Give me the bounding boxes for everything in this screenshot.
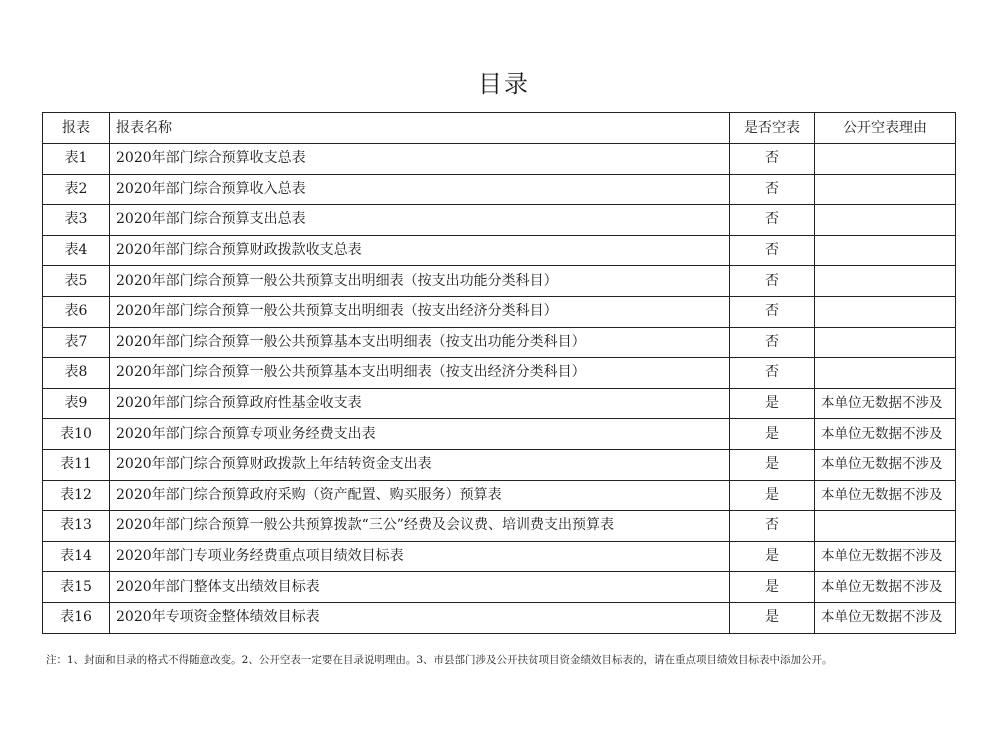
row-name: 2020年部门综合预算一般公共预算支出明细表（按支出经济分类科目） (110, 296, 730, 327)
row-name: 2020年部门综合预算政府采购（资产配置、购买服务）预算表 (110, 480, 730, 511)
row-name: 2020年部门综合预算一般公共预算基本支出明细表（按支出功能分类科目） (110, 327, 730, 358)
row-name: 2020年部门综合预算支出总表 (110, 205, 730, 236)
header-empty-reason: 公开空表理由 (815, 113, 956, 144)
row-no: 表8 (43, 358, 110, 389)
row-no: 表14 (43, 541, 110, 572)
row-no: 表6 (43, 296, 110, 327)
table-header-row (43, 113, 956, 144)
table-row (43, 296, 956, 327)
row-name: 2020年部门专项业务经费重点项目绩效目标表 (110, 541, 730, 572)
row-reason (815, 144, 956, 175)
row-no: 表16 (43, 602, 110, 633)
page-title: 目录 (478, 70, 530, 98)
header-is-empty: 是否空表 (730, 113, 815, 144)
row-empty: 是 (730, 602, 815, 633)
row-reason (815, 296, 956, 327)
row-empty: 是 (730, 480, 815, 511)
row-no: 表4 (43, 235, 110, 266)
row-reason: 本单位无数据不涉及 (815, 602, 956, 633)
row-reason: 本单位无数据不涉及 (815, 572, 956, 603)
table-row (43, 174, 956, 205)
table-row (43, 235, 956, 266)
row-no: 表7 (43, 327, 110, 358)
table-row (43, 572, 956, 603)
row-reason (815, 511, 956, 542)
table-row (43, 266, 956, 297)
row-reason (815, 266, 956, 297)
row-name: 2020年部门综合预算收入总表 (110, 174, 730, 205)
row-name: 2020年部门综合预算专项业务经费支出表 (110, 419, 730, 450)
row-name: 2020年部门综合预算一般公共预算拨款“三公”经费及会议费、培训费支出预算表 (110, 511, 730, 542)
row-no: 表5 (43, 266, 110, 297)
row-name: 2020年部门综合预算政府性基金收支表 (110, 388, 730, 419)
row-no: 表11 (43, 449, 110, 480)
row-reason: 本单位无数据不涉及 (815, 419, 956, 450)
row-reason (815, 327, 956, 358)
row-name: 2020年部门综合预算财政拨款上年结转资金支出表 (110, 449, 730, 480)
row-reason (815, 174, 956, 205)
table-row (43, 449, 956, 480)
row-empty: 否 (730, 266, 815, 297)
row-empty: 否 (730, 235, 815, 266)
row-empty: 是 (730, 541, 815, 572)
row-reason: 本单位无数据不涉及 (815, 480, 956, 511)
row-empty: 否 (730, 327, 815, 358)
header-report-no: 报表 (43, 113, 110, 144)
row-reason: 本单位无数据不涉及 (815, 449, 956, 480)
table-row (43, 511, 956, 542)
row-no: 表13 (43, 511, 110, 542)
table-row (43, 419, 956, 450)
row-no: 表9 (43, 388, 110, 419)
row-name: 2020年部门综合预算一般公共预算支出明细表（按支出功能分类科目） (110, 266, 730, 297)
table-row (43, 205, 956, 236)
row-reason: 本单位无数据不涉及 (815, 388, 956, 419)
row-empty: 否 (730, 144, 815, 175)
row-name: 2020年部门综合预算财政拨款收支总表 (110, 235, 730, 266)
row-empty: 是 (730, 572, 815, 603)
row-empty: 是 (730, 419, 815, 450)
table-body (43, 144, 956, 634)
row-no: 表1 (43, 144, 110, 175)
row-name: 2020年专项资金整体绩效目标表 (110, 602, 730, 633)
row-no: 表2 (43, 174, 110, 205)
table-row (43, 388, 956, 419)
row-no: 表3 (43, 205, 110, 236)
row-no: 表15 (43, 572, 110, 603)
table-row (43, 358, 956, 389)
row-empty: 否 (730, 205, 815, 236)
row-reason (815, 235, 956, 266)
row-empty: 否 (730, 511, 815, 542)
row-no: 表10 (43, 419, 110, 450)
row-empty: 否 (730, 358, 815, 389)
table-of-contents (42, 112, 956, 634)
table-row (43, 541, 956, 572)
row-empty: 否 (730, 174, 815, 205)
row-reason (815, 358, 956, 389)
row-name: 2020年部门整体支出绩效目标表 (110, 572, 730, 603)
row-no: 表12 (43, 480, 110, 511)
row-empty: 是 (730, 388, 815, 419)
row-name: 2020年部门综合预算收支总表 (110, 144, 730, 175)
table-row (43, 480, 956, 511)
table-row (43, 327, 956, 358)
row-empty: 是 (730, 449, 815, 480)
row-reason (815, 205, 956, 236)
row-empty: 否 (730, 296, 815, 327)
table-row (43, 144, 956, 175)
header-report-name: 报表名称 (110, 113, 730, 144)
footnote: 注：1、封面和目录的格式不得随意改变。2、公开空表一定要在目录说明理由。3、市县部门涉及公开扶贫项目资金绩效目标表的，请在重点项目绩效目标表中添加公开。 (46, 654, 833, 666)
row-name: 2020年部门综合预算一般公共预算基本支出明细表（按支出经济分类科目） (110, 358, 730, 389)
row-reason: 本单位无数据不涉及 (815, 541, 956, 572)
table-row (43, 602, 956, 633)
